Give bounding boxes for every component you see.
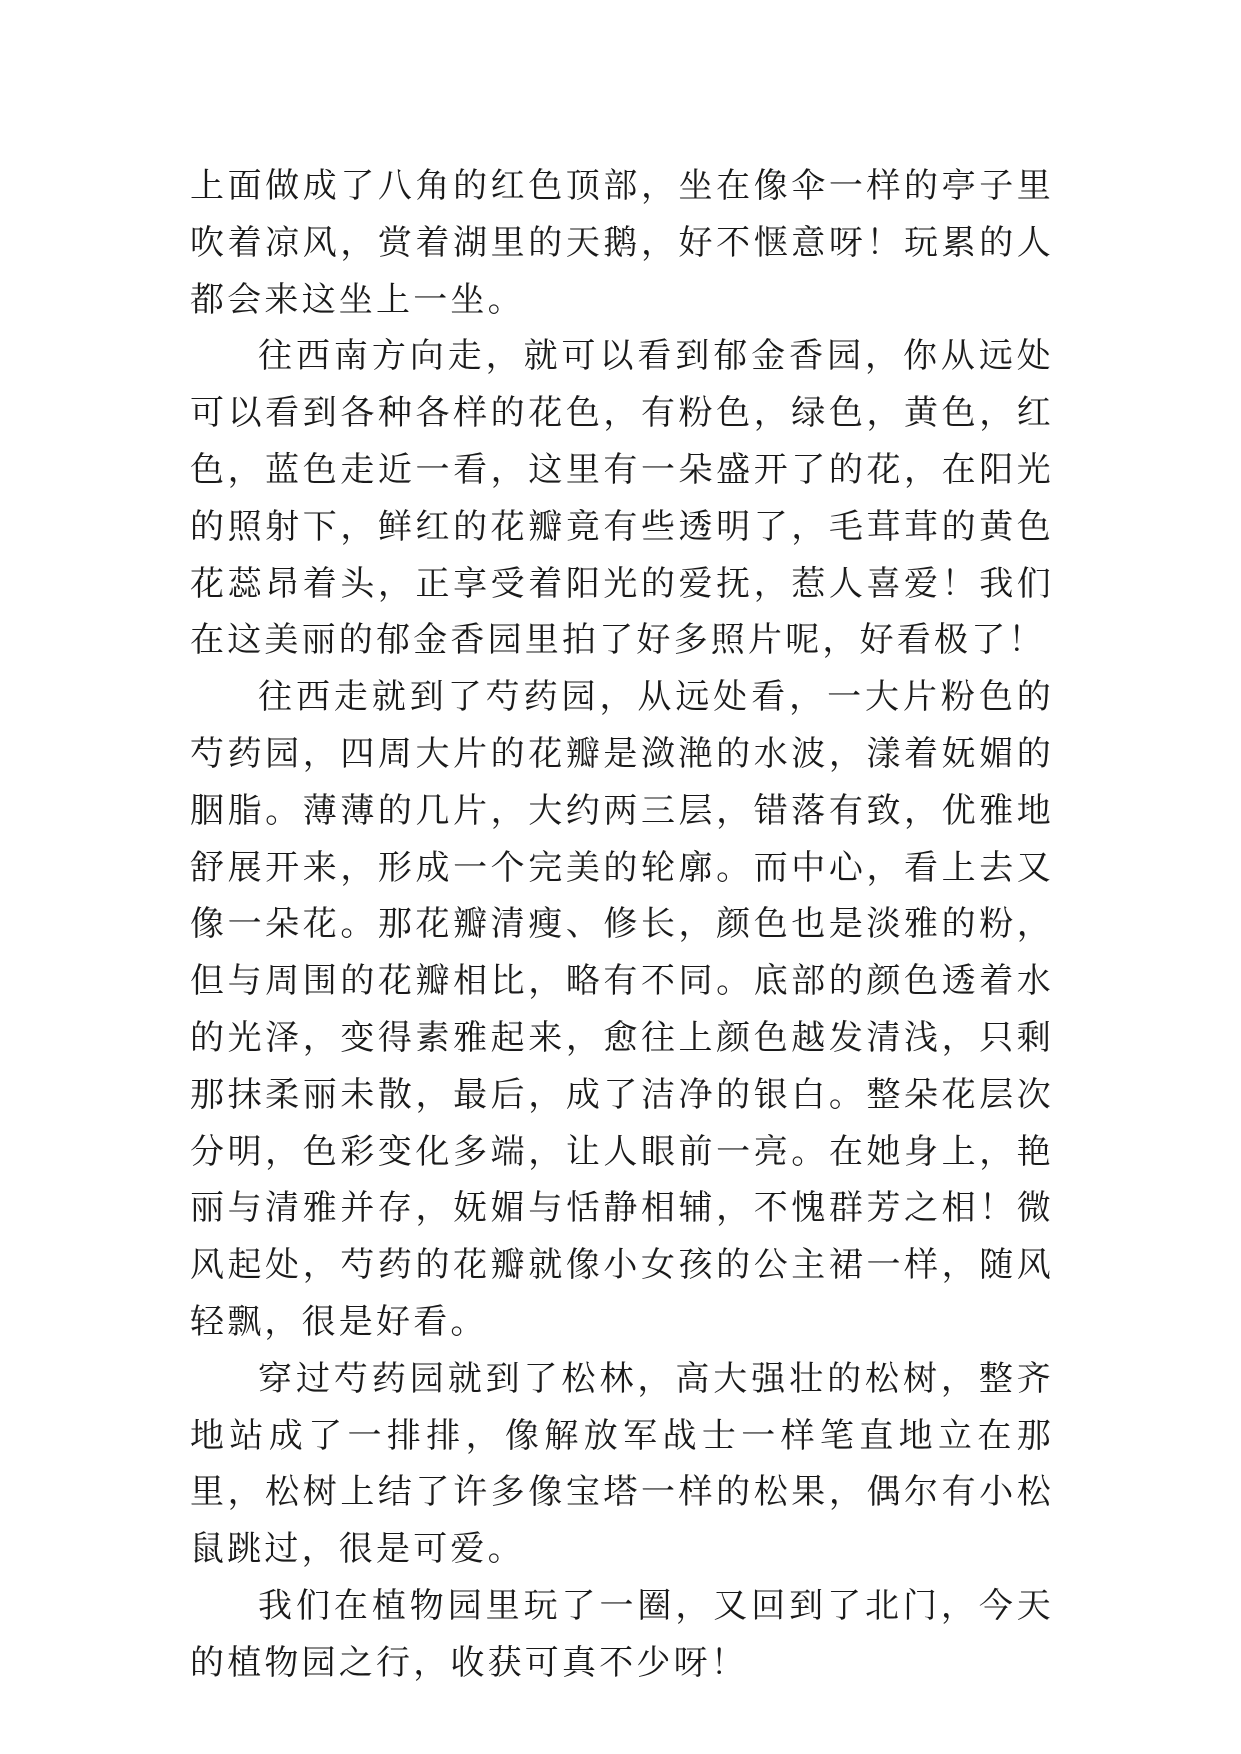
paragraph-2: 往西南方向走，就可以看到郁金香园，你从远处可以看到各种各样的花色，有粉色，绿色，黄色，红色，蓝色走近一看，这里有一朵盛开了的花，在阳光的照射下，鲜红的花瓣竟有些透明了，毛茸茸的黄色花蕊昂着头，正享受着阳光的爱抚，惹人喜爱！我们在这美丽的郁金香园里拍了好多照片呢，好看极了！ bbox=[190, 336, 1054, 661]
paragraph-3: 往西走就到了芍药园，从远处看，一大片粉色的芍药园，四周大片的花瓣是潋滟的水波，漾着妩媚的胭脂。薄薄的几片，大约两三层，错落有致，优雅地舒展开来，形成一个完美的轮廓。而中心，看上去又像一朵花。那花瓣清瘦、修长，颜色也是淡雅的粉，但与周围的花瓣相比，略有不同。底部的颜色透着水的光泽，变得素雅起来，愈往上颜色越发清浅，只剩那抹柔丽未散，最后，成了洁净的银白。整朵花层次分明，色彩变化多端，让人眼前一亮。在她身上，艳丽与清雅并存，妩媚与恬静相辅，不愧群芳之相！微风起处，芍药的花瓣就像小女孩的公主裙一样，随风轻飘，很是好看。 bbox=[190, 677, 1054, 1342]
paragraph-5: 我们在植物园里玩了一圈，又回到了北门，今天的植物园之行，收获可真不少呀！ bbox=[190, 1585, 1054, 1683]
article-body bbox=[190, 158, 1054, 1692]
paragraph-1: 上面做成了八角的红色顶部，坐在像伞一样的亭子里吹着凉风，赏着湖里的天鹅，好不惬意呀！玩累的人都会来这坐上一坐。 bbox=[190, 166, 1054, 320]
paragraph-4: 穿过芍药园就到了松林，高大强壮的松树，整齐地站成了一排排，像解放军战士一样笔直地立在那里，松树上结了许多像宝塔一样的松果，偶尔有小松鼠跳过，很是可爱。 bbox=[190, 1358, 1054, 1570]
